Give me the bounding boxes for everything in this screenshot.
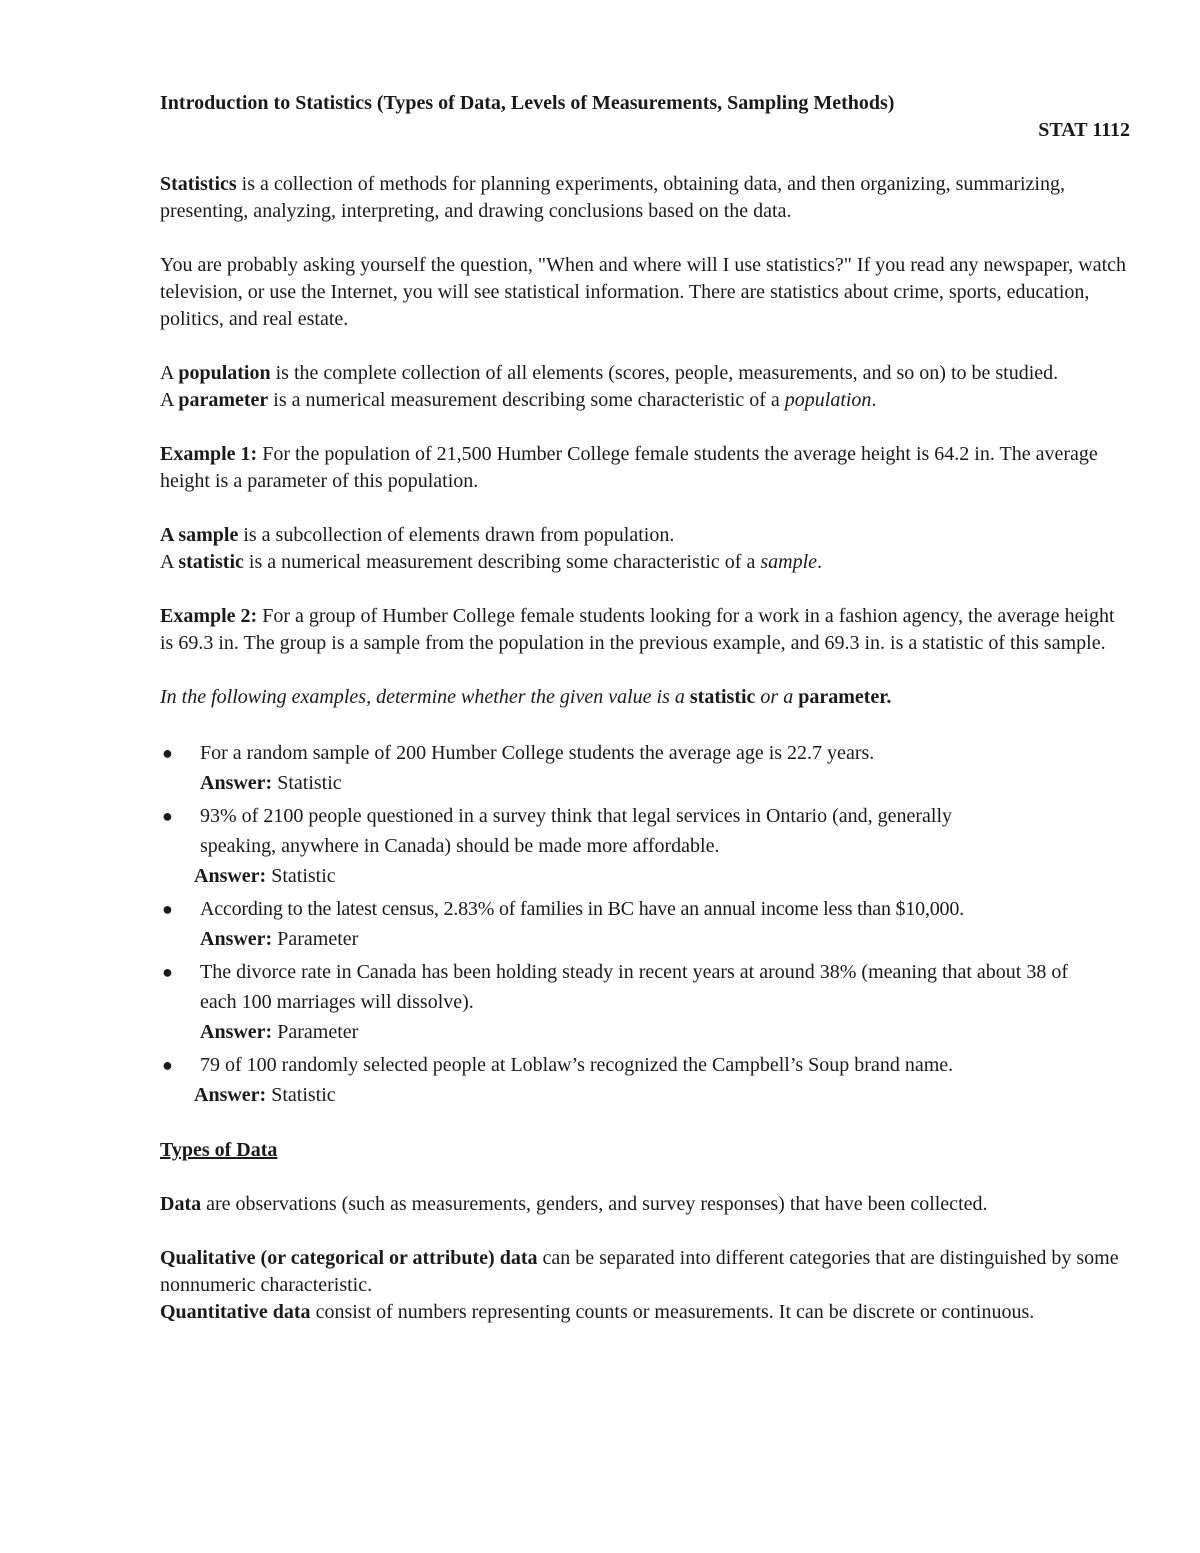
data-term: Data	[160, 1193, 202, 1215]
instruction-part-1: In the following examples, determine whether the given value is a	[160, 686, 690, 708]
course-code: STAT 1112	[1038, 119, 1130, 141]
population-definition	[160, 360, 1130, 387]
population-term: population	[178, 362, 271, 384]
example-2-label: Example 2:	[160, 605, 258, 627]
types-of-data-heading: Types of Data	[160, 1139, 278, 1161]
instruction-part-2: or a	[755, 686, 799, 708]
example-question: 79 of 100 randomly selected people at Loblaw’s recognized the Campbell’s Soup brand name.	[200, 1054, 954, 1076]
parameter-definition-text: is a numerical measurement describing some characteristic of a	[268, 389, 785, 411]
data-definition	[160, 1191, 1130, 1218]
answer-value: Parameter	[272, 928, 359, 950]
statistic-emphasis: sample	[760, 551, 818, 573]
parameter-term: parameter	[178, 389, 269, 411]
document-title: Introduction to Statistics (Types of Data, Levels of Measurements, Sampling Methods)	[160, 92, 895, 114]
bullet-icon: ●	[162, 806, 173, 826]
list-item	[160, 894, 1130, 954]
answer-line	[200, 924, 1130, 954]
answer-label: Answer:	[200, 1021, 273, 1043]
population-prefix: A	[160, 362, 179, 384]
statistics-definition-text: is a collection of methods for planning experiments, obtaining data, and then organizing, summarizing, presenting, analyzing, interpreting, and drawing conclusions based on the data.	[160, 173, 1065, 222]
parameter-definition	[160, 387, 1130, 414]
instruction-line	[160, 684, 1130, 711]
answer-value: Parameter	[272, 1021, 359, 1043]
statistic-definition-text: is a numerical measurement describing some characteristic of a	[243, 551, 761, 573]
bullet-icon: ●	[162, 899, 173, 919]
instruction-term-statistic: statistic	[689, 686, 756, 708]
sample-term: A sample	[160, 524, 239, 546]
statistics-definition	[160, 171, 1130, 225]
instruction-term-parameter: parameter.	[798, 686, 892, 708]
qualitative-definition	[160, 1245, 1130, 1299]
quantitative-term: Quantitative data	[160, 1301, 311, 1323]
bullet-icon: ●	[162, 743, 173, 763]
quantitative-definition-text: consist of numbers representing counts or measurements. It can be discrete or continuous.	[310, 1301, 1035, 1323]
statistic-term: statistic	[178, 551, 244, 573]
statistic-prefix: A	[160, 551, 179, 573]
example-1	[160, 441, 1130, 495]
example-1-text: For the population of 21,500 Humber College female students the average height is 64.2 in. The average height is a parameter of this population.	[160, 443, 1098, 492]
answer-value: Statistic	[272, 772, 342, 794]
answer-line	[200, 1017, 1130, 1047]
example-question: 93% of 2100 people questioned in a survey think that legal services in Ontario (and, generally speaking, anywhere in Canada) should be made more affordable.	[200, 805, 953, 857]
list-item	[160, 957, 1130, 1047]
parameter-suffix: .	[871, 389, 877, 411]
answer-line	[194, 861, 1130, 891]
example-2	[160, 603, 1130, 657]
statistics-term: Statistics	[160, 173, 237, 195]
answer-line	[200, 768, 1130, 798]
example-2-text: For a group of Humber College female students looking for a work in a fashion agency, the average height is 69.3 in. The group is a sample from the population in the previous example, and 69.3 in. is a statistic of this sample.	[160, 605, 1115, 654]
parameter-emphasis: population	[784, 389, 872, 411]
answer-label: Answer:	[194, 865, 267, 887]
answer-label: Answer:	[200, 772, 273, 794]
quantitative-definition	[160, 1299, 1130, 1326]
list-item	[160, 738, 1130, 798]
bullet-icon: ●	[162, 1055, 173, 1075]
sample-definition-text: is a subcollection of elements drawn from population.	[238, 524, 675, 546]
sample-definition	[160, 522, 1130, 549]
document-page	[160, 90, 1130, 1326]
answer-value: Statistic	[266, 865, 336, 887]
statistic-definition	[160, 549, 1130, 576]
example-question: According to the latest census, 2.83% of families in BC have an annual income less than $10,000.	[200, 898, 964, 920]
qualitative-definition-text: can be separated into different categories that are distinguished by some nonnumeric characteristic.	[160, 1247, 1119, 1296]
intro-question-paragraph: You are probably asking yourself the question, "When and where will I use statistics?" If you read any newspaper, watch television, or use the Internet, you will see statistical information. There are statistics about crime, sports, education, politics, and real estate.	[160, 254, 1127, 330]
answer-label: Answer:	[194, 1084, 267, 1106]
example-question: For a random sample of 200 Humber College students the average age is 22.7 years.	[200, 742, 875, 764]
parameter-prefix: A	[160, 389, 179, 411]
answer-line	[194, 1080, 1130, 1110]
example-question: The divorce rate in Canada has been holding steady in recent years at around 38% (meaning that about 38 of each 100 marriages will dissolve).	[200, 961, 1069, 1013]
statistic-suffix: .	[817, 551, 823, 573]
data-definition-text: are observations (such as measurements, genders, and survey responses) that have been collected.	[201, 1193, 988, 1215]
population-definition-text: is the complete collection of all elements (scores, people, measurements, and so on) to be studied.	[270, 362, 1059, 384]
list-item	[160, 1050, 1130, 1110]
list-item	[160, 801, 1130, 891]
answer-label: Answer:	[200, 928, 273, 950]
answer-value: Statistic	[266, 1084, 336, 1106]
example-1-label: Example 1:	[160, 443, 258, 465]
examples-list	[160, 738, 1130, 1110]
qualitative-term: Qualitative (or categorical or attribute) data	[160, 1247, 538, 1269]
bullet-icon: ●	[162, 962, 173, 982]
